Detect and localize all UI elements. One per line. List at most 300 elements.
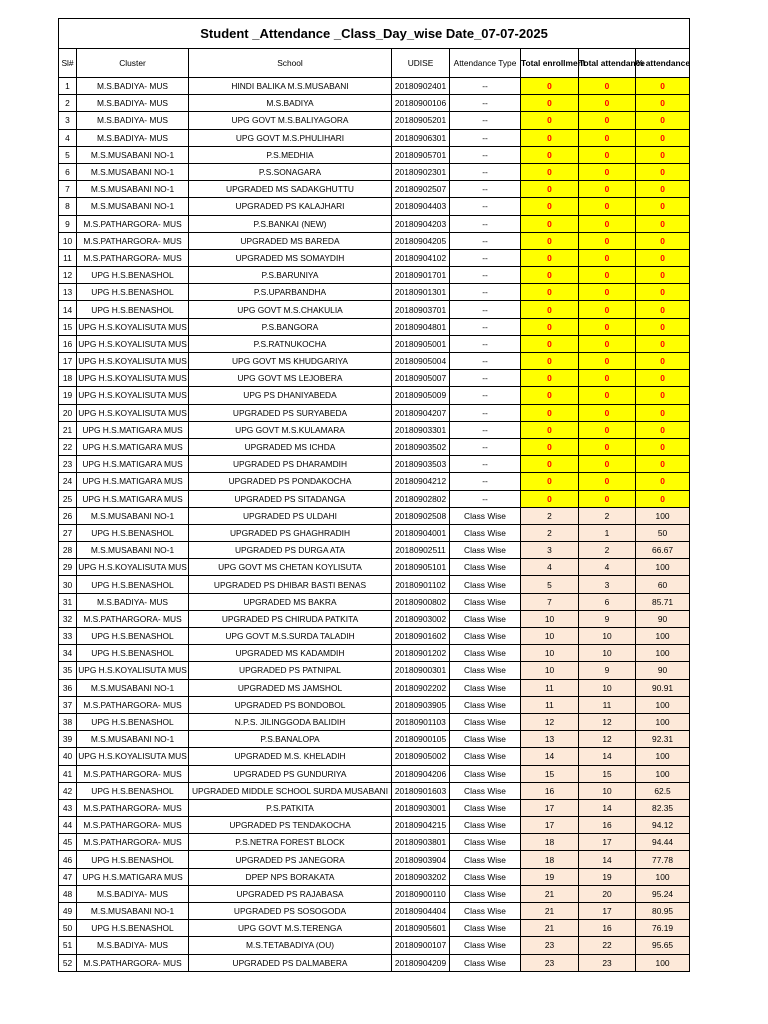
cell-total-attendance: 14 [579, 851, 636, 868]
cell-cluster: UPG H.S.KOYALISUTA MUS [77, 748, 189, 765]
cell-udise: 20180903801 [392, 834, 450, 851]
cell-sl: 41 [59, 765, 77, 782]
cell-percent-attendance: 90.91 [636, 679, 690, 696]
cell-total-enrollment: 18 [521, 851, 579, 868]
cell-cluster: UPG H.S.KOYALISUTA MUS [77, 318, 189, 335]
cell-attendance-type: Class Wise [450, 645, 521, 662]
cell-sl: 35 [59, 662, 77, 679]
cell-udise: 20180901602 [392, 628, 450, 645]
header-attendance-type: Attendance Type [450, 49, 521, 78]
cell-percent-attendance: 50 [636, 524, 690, 541]
cell-total-attendance: 0 [579, 198, 636, 215]
table-row [59, 748, 690, 765]
cell-attendance-type: Class Wise [450, 576, 521, 593]
cell-percent-attendance: 100 [636, 507, 690, 524]
cell-total-enrollment: 17 [521, 817, 579, 834]
cell-cluster: M.S.PATHARGORA- MUS [77, 954, 189, 971]
cell-udise: 20180904205 [392, 232, 450, 249]
cell-udise: 20180902301 [392, 163, 450, 180]
cell-percent-attendance: 0 [636, 181, 690, 198]
cell-school: UPG GOVT MS LEJOBERA [189, 370, 392, 387]
cell-school: P.S.UPARBANDHA [189, 284, 392, 301]
table-row [59, 559, 690, 576]
cell-attendance-type: Class Wise [450, 885, 521, 902]
cell-total-attendance: 3 [579, 576, 636, 593]
cell-attendance-type: Class Wise [450, 679, 521, 696]
cell-total-attendance: 14 [579, 799, 636, 816]
cell-total-attendance: 0 [579, 232, 636, 249]
cell-cluster: M.S.PATHARGORA- MUS [77, 215, 189, 232]
cell-cluster: UPG H.S.MATIGARA MUS [77, 473, 189, 490]
cell-sl: 23 [59, 456, 77, 473]
cell-total-enrollment: 21 [521, 903, 579, 920]
table-row [59, 903, 690, 920]
cell-total-attendance: 17 [579, 834, 636, 851]
cell-total-attendance: 0 [579, 473, 636, 490]
cell-total-attendance: 17 [579, 903, 636, 920]
cell-sl: 36 [59, 679, 77, 696]
table-row [59, 662, 690, 679]
cell-cluster: M.S.MUSABANI NO-1 [77, 181, 189, 198]
cell-total-attendance: 0 [579, 129, 636, 146]
cell-udise: 20180905002 [392, 748, 450, 765]
cell-percent-attendance: 0 [636, 404, 690, 421]
table-row [59, 421, 690, 438]
cell-school: P.S.BANKAI (NEW) [189, 215, 392, 232]
cell-percent-attendance: 0 [636, 370, 690, 387]
cell-total-enrollment: 0 [521, 95, 579, 112]
cell-udise: 20180902508 [392, 507, 450, 524]
cell-total-enrollment: 17 [521, 799, 579, 816]
cell-percent-attendance: 94.12 [636, 817, 690, 834]
cell-total-attendance: 0 [579, 318, 636, 335]
cell-school: UPG GOVT MS CHETAN KOYLISUTA [189, 559, 392, 576]
cell-percent-attendance: 0 [636, 129, 690, 146]
cell-total-attendance: 2 [579, 542, 636, 559]
cell-total-enrollment: 23 [521, 954, 579, 971]
cell-cluster: M.S.BADIYA- MUS [77, 593, 189, 610]
cell-attendance-type: Class Wise [450, 713, 521, 730]
cell-total-enrollment: 2 [521, 524, 579, 541]
cell-cluster: UPG H.S.BENASHOL [77, 713, 189, 730]
cell-attendance-type: Class Wise [450, 903, 521, 920]
cell-attendance-type: -- [450, 370, 521, 387]
table-row [59, 181, 690, 198]
cell-cluster: M.S.BADIYA- MUS [77, 885, 189, 902]
cell-attendance-type: -- [450, 112, 521, 129]
cell-school: DPEP NPS BORAKATA [189, 868, 392, 885]
cell-school: P.S.BARUNIYA [189, 267, 392, 284]
cell-udise: 20180900106 [392, 95, 450, 112]
cell-attendance-type: -- [450, 301, 521, 318]
cell-total-enrollment: 0 [521, 232, 579, 249]
cell-cluster: UPG H.S.BENASHOL [77, 576, 189, 593]
cell-percent-attendance: 0 [636, 163, 690, 180]
cell-percent-attendance: 0 [636, 353, 690, 370]
cell-attendance-type: Class Wise [450, 920, 521, 937]
cell-total-attendance: 0 [579, 78, 636, 95]
cell-attendance-type: Class Wise [450, 662, 521, 679]
cell-percent-attendance: 92.31 [636, 731, 690, 748]
cell-sl: 3 [59, 112, 77, 129]
cell-school: UPGRADED PS PONDAKOCHA [189, 473, 392, 490]
cell-total-enrollment: 14 [521, 748, 579, 765]
cell-total-enrollment: 0 [521, 112, 579, 129]
cell-cluster: UPG H.S.MATIGARA MUS [77, 456, 189, 473]
cell-udise: 20180904212 [392, 473, 450, 490]
cell-total-enrollment: 0 [521, 249, 579, 266]
cell-cluster: M.S.MUSABANI NO-1 [77, 679, 189, 696]
cell-udise: 20180903301 [392, 421, 450, 438]
cell-school: UPG GOVT M.S.CHAKULIA [189, 301, 392, 318]
table-row [59, 301, 690, 318]
cell-attendance-type: Class Wise [450, 542, 521, 559]
cell-attendance-type: -- [450, 249, 521, 266]
table-row [59, 387, 690, 404]
cell-total-attendance: 4 [579, 559, 636, 576]
cell-udise: 20180902802 [392, 490, 450, 507]
table-row [59, 456, 690, 473]
cell-udise: 20180903001 [392, 799, 450, 816]
cell-attendance-type: -- [450, 456, 521, 473]
cell-udise: 20180900107 [392, 937, 450, 954]
cell-sl: 19 [59, 387, 77, 404]
cell-udise: 20180905201 [392, 112, 450, 129]
cell-attendance-type: Class Wise [450, 782, 521, 799]
table-row [59, 318, 690, 335]
cell-school: UPGRADED MS BAREDA [189, 232, 392, 249]
cell-total-attendance: 0 [579, 404, 636, 421]
table-row [59, 524, 690, 541]
cell-cluster: M.S.MUSABANI NO-1 [77, 507, 189, 524]
cell-sl: 10 [59, 232, 77, 249]
cell-cluster: UPG H.S.KOYALISUTA MUS [77, 335, 189, 352]
cell-total-enrollment: 0 [521, 490, 579, 507]
cell-cluster: M.S.MUSABANI NO-1 [77, 163, 189, 180]
table-row [59, 112, 690, 129]
table-row [59, 78, 690, 95]
cell-udise: 20180905004 [392, 353, 450, 370]
cell-attendance-type: -- [450, 473, 521, 490]
cell-sl: 22 [59, 438, 77, 455]
report-title: Student _Attendance _Class_Day_wise Date_07-07-2025 [59, 19, 690, 49]
cell-school: UPGRADED PS TENDAKOCHA [189, 817, 392, 834]
cell-attendance-type: -- [450, 78, 521, 95]
cell-total-enrollment: 10 [521, 662, 579, 679]
table-row [59, 834, 690, 851]
cell-total-attendance: 16 [579, 817, 636, 834]
cell-total-attendance: 0 [579, 112, 636, 129]
cell-total-attendance: 0 [579, 95, 636, 112]
cell-udise: 20180903905 [392, 696, 450, 713]
cell-udise: 20180903002 [392, 610, 450, 627]
cell-cluster: M.S.MUSABANI NO-1 [77, 198, 189, 215]
cell-total-enrollment: 0 [521, 267, 579, 284]
cell-percent-attendance: 100 [636, 713, 690, 730]
cell-udise: 20180905007 [392, 370, 450, 387]
cell-udise: 20180904403 [392, 198, 450, 215]
cell-total-enrollment: 18 [521, 834, 579, 851]
cell-attendance-type: -- [450, 421, 521, 438]
cell-sl: 1 [59, 78, 77, 95]
cell-cluster: UPG H.S.BENASHOL [77, 524, 189, 541]
cell-school: UPGRADED PS DALMABERA [189, 954, 392, 971]
header-total-enrollment: Total enrollment [521, 49, 579, 78]
cell-total-enrollment: 0 [521, 456, 579, 473]
cell-attendance-type: -- [450, 335, 521, 352]
cell-school: UPGRADED PS DHARAMDIH [189, 456, 392, 473]
cell-total-attendance: 9 [579, 610, 636, 627]
cell-total-attendance: 0 [579, 353, 636, 370]
table-row [59, 215, 690, 232]
cell-percent-attendance: 82.35 [636, 799, 690, 816]
table-row [59, 576, 690, 593]
cell-sl: 6 [59, 163, 77, 180]
table-body [59, 78, 690, 972]
cell-percent-attendance: 100 [636, 765, 690, 782]
cell-school: UPGRADED PS DURGA ATA [189, 542, 392, 559]
cell-sl: 9 [59, 215, 77, 232]
cell-udise: 20180904801 [392, 318, 450, 335]
cell-udise: 20180903701 [392, 301, 450, 318]
header-total-attendance: Total attendance [579, 49, 636, 78]
cell-sl: 18 [59, 370, 77, 387]
cell-school: UPGRADED MS KADAMDIH [189, 645, 392, 662]
cell-total-enrollment: 19 [521, 868, 579, 885]
cell-sl: 45 [59, 834, 77, 851]
cell-school: UPGRADED M.S. KHELADIH [189, 748, 392, 765]
table-row [59, 163, 690, 180]
cell-school: UPG GOVT M.S.TERENGA [189, 920, 392, 937]
cell-total-enrollment: 10 [521, 628, 579, 645]
cell-percent-attendance: 60 [636, 576, 690, 593]
cell-percent-attendance: 0 [636, 421, 690, 438]
cell-udise: 20180902401 [392, 78, 450, 95]
cell-school: M.S.TETABADIYA (OU) [189, 937, 392, 954]
cell-percent-attendance: 0 [636, 301, 690, 318]
cell-total-enrollment: 0 [521, 387, 579, 404]
cell-school: UPG GOVT M.S.KULAMARA [189, 421, 392, 438]
cell-school: UPGRADED PS JANEGORA [189, 851, 392, 868]
cell-school: UPGRADED MS BAKRA [189, 593, 392, 610]
cell-school: UPGRADED MS SADAKGHUTTU [189, 181, 392, 198]
cell-percent-attendance: 0 [636, 473, 690, 490]
cell-school: UPGRADED PS KALAJHARI [189, 198, 392, 215]
cell-school: UPGRADED MS JAMSHOL [189, 679, 392, 696]
cell-sl: 40 [59, 748, 77, 765]
cell-udise: 20180901301 [392, 284, 450, 301]
cell-total-attendance: 0 [579, 181, 636, 198]
cell-percent-attendance: 0 [636, 78, 690, 95]
cell-udise: 20180905601 [392, 920, 450, 937]
cell-udise: 20180900301 [392, 662, 450, 679]
cell-percent-attendance: 0 [636, 267, 690, 284]
cell-sl: 4 [59, 129, 77, 146]
cell-attendance-type: -- [450, 387, 521, 404]
cell-attendance-type: Class Wise [450, 559, 521, 576]
cell-cluster: M.S.BADIYA- MUS [77, 78, 189, 95]
cell-total-enrollment: 0 [521, 129, 579, 146]
cell-sl: 28 [59, 542, 77, 559]
header-udise: UDISE [392, 49, 450, 78]
cell-total-enrollment: 0 [521, 78, 579, 95]
table-row [59, 713, 690, 730]
cell-total-attendance: 0 [579, 421, 636, 438]
cell-sl: 37 [59, 696, 77, 713]
cell-sl: 2 [59, 95, 77, 112]
table-row [59, 645, 690, 662]
cell-percent-attendance: 80.95 [636, 903, 690, 920]
cell-cluster: M.S.BADIYA- MUS [77, 112, 189, 129]
cell-sl: 20 [59, 404, 77, 421]
cell-udise: 20180900110 [392, 885, 450, 902]
cell-percent-attendance: 100 [636, 954, 690, 971]
cell-percent-attendance: 0 [636, 284, 690, 301]
cell-school: UPG GOVT M.S.PHULIHARI [189, 129, 392, 146]
cell-school: UPG PS DHANIYABEDA [189, 387, 392, 404]
cell-total-enrollment: 10 [521, 610, 579, 627]
cell-total-enrollment: 16 [521, 782, 579, 799]
cell-cluster: M.S.PATHARGORA- MUS [77, 232, 189, 249]
cell-cluster: UPG H.S.KOYALISUTA MUS [77, 559, 189, 576]
cell-sl: 21 [59, 421, 77, 438]
attendance-sheet [58, 18, 689, 972]
cell-school: P.S.BANALOPA [189, 731, 392, 748]
table-row [59, 95, 690, 112]
cell-sl: 34 [59, 645, 77, 662]
cell-cluster: M.S.BADIYA- MUS [77, 937, 189, 954]
table-row [59, 507, 690, 524]
cell-cluster: UPG H.S.BENASHOL [77, 851, 189, 868]
cell-udise: 20180903502 [392, 438, 450, 455]
cell-total-enrollment: 7 [521, 593, 579, 610]
cell-percent-attendance: 95.24 [636, 885, 690, 902]
cell-total-enrollment: 2 [521, 507, 579, 524]
cell-total-attendance: 0 [579, 301, 636, 318]
attendance-table [58, 18, 690, 972]
cell-percent-attendance: 0 [636, 335, 690, 352]
cell-sl: 38 [59, 713, 77, 730]
cell-percent-attendance: 100 [636, 868, 690, 885]
cell-total-attendance: 10 [579, 679, 636, 696]
cell-school: UPGRADED PS DHIBAR BASTI BENAS [189, 576, 392, 593]
cell-attendance-type: -- [450, 232, 521, 249]
cell-udise: 20180906301 [392, 129, 450, 146]
cell-cluster: M.S.MUSABANI NO-1 [77, 903, 189, 920]
cell-sl: 39 [59, 731, 77, 748]
cell-attendance-type: -- [450, 318, 521, 335]
cell-school: UPGRADED PS ULDAHI [189, 507, 392, 524]
cell-attendance-type: -- [450, 129, 521, 146]
table-row [59, 765, 690, 782]
cell-attendance-type: Class Wise [450, 954, 521, 971]
cell-total-attendance: 0 [579, 146, 636, 163]
cell-school: P.S.MEDHIA [189, 146, 392, 163]
cell-udise: 20180904209 [392, 954, 450, 971]
cell-percent-attendance: 0 [636, 198, 690, 215]
cell-total-attendance: 0 [579, 215, 636, 232]
cell-percent-attendance: 100 [636, 628, 690, 645]
cell-sl: 33 [59, 628, 77, 645]
table-row [59, 490, 690, 507]
cell-percent-attendance: 100 [636, 645, 690, 662]
cell-attendance-type: -- [450, 267, 521, 284]
table-row [59, 593, 690, 610]
cell-total-enrollment: 0 [521, 421, 579, 438]
table-row [59, 335, 690, 352]
cell-percent-attendance: 0 [636, 232, 690, 249]
cell-total-enrollment: 0 [521, 404, 579, 421]
cell-total-attendance: 6 [579, 593, 636, 610]
cell-attendance-type: Class Wise [450, 731, 521, 748]
cell-attendance-type: -- [450, 198, 521, 215]
cell-total-attendance: 2 [579, 507, 636, 524]
cell-attendance-type: -- [450, 353, 521, 370]
cell-total-enrollment: 0 [521, 438, 579, 455]
cell-sl: 12 [59, 267, 77, 284]
cell-school: P.S.NETRA FOREST BLOCK [189, 834, 392, 851]
cell-school: UPGRADED PS CHIRUDA PATKITA [189, 610, 392, 627]
table-row [59, 232, 690, 249]
cell-percent-attendance: 0 [636, 456, 690, 473]
cell-attendance-type: Class Wise [450, 817, 521, 834]
cell-percent-attendance: 100 [636, 748, 690, 765]
cell-attendance-type: Class Wise [450, 696, 521, 713]
cell-percent-attendance: 0 [636, 318, 690, 335]
cell-cluster: UPG H.S.BENASHOL [77, 301, 189, 318]
cell-attendance-type: Class Wise [450, 524, 521, 541]
cell-cluster: M.S.PATHARGORA- MUS [77, 249, 189, 266]
cell-attendance-type: -- [450, 438, 521, 455]
cell-percent-attendance: 94.44 [636, 834, 690, 851]
cell-cluster: UPG H.S.BENASHOL [77, 628, 189, 645]
cell-attendance-type: Class Wise [450, 628, 521, 645]
cell-udise: 20180905009 [392, 387, 450, 404]
cell-udise: 20180904203 [392, 215, 450, 232]
cell-udise: 20180901103 [392, 713, 450, 730]
table-row [59, 610, 690, 627]
header-row [59, 49, 690, 78]
table-row [59, 542, 690, 559]
cell-school: P.S.PATKITA [189, 799, 392, 816]
cell-total-attendance: 0 [579, 456, 636, 473]
cell-attendance-type: Class Wise [450, 868, 521, 885]
cell-total-enrollment: 23 [521, 937, 579, 954]
table-row [59, 370, 690, 387]
cell-total-enrollment: 15 [521, 765, 579, 782]
cell-udise: 20180905001 [392, 335, 450, 352]
cell-total-attendance: 1 [579, 524, 636, 541]
cell-attendance-type: Class Wise [450, 610, 521, 627]
cell-udise: 20180904102 [392, 249, 450, 266]
cell-cluster: UPG H.S.BENASHOL [77, 284, 189, 301]
cell-school: UPGRADED PS SURYABEDA [189, 404, 392, 421]
cell-sl: 29 [59, 559, 77, 576]
cell-attendance-type: Class Wise [450, 593, 521, 610]
cell-school: UPGRADED PS RAJABASA [189, 885, 392, 902]
cell-school: UPGRADED MIDDLE SCHOOL SURDA MUSABANI [189, 782, 392, 799]
cell-udise: 20180901701 [392, 267, 450, 284]
cell-school: N.P.S. JILINGGODA BALIDIH [189, 713, 392, 730]
cell-sl: 42 [59, 782, 77, 799]
table-row [59, 404, 690, 421]
cell-cluster: UPG H.S.KOYALISUTA MUS [77, 370, 189, 387]
cell-total-enrollment: 0 [521, 335, 579, 352]
cell-percent-attendance: 0 [636, 95, 690, 112]
cell-cluster: M.S.PATHARGORA- MUS [77, 799, 189, 816]
table-row [59, 353, 690, 370]
cell-percent-attendance: 76.19 [636, 920, 690, 937]
